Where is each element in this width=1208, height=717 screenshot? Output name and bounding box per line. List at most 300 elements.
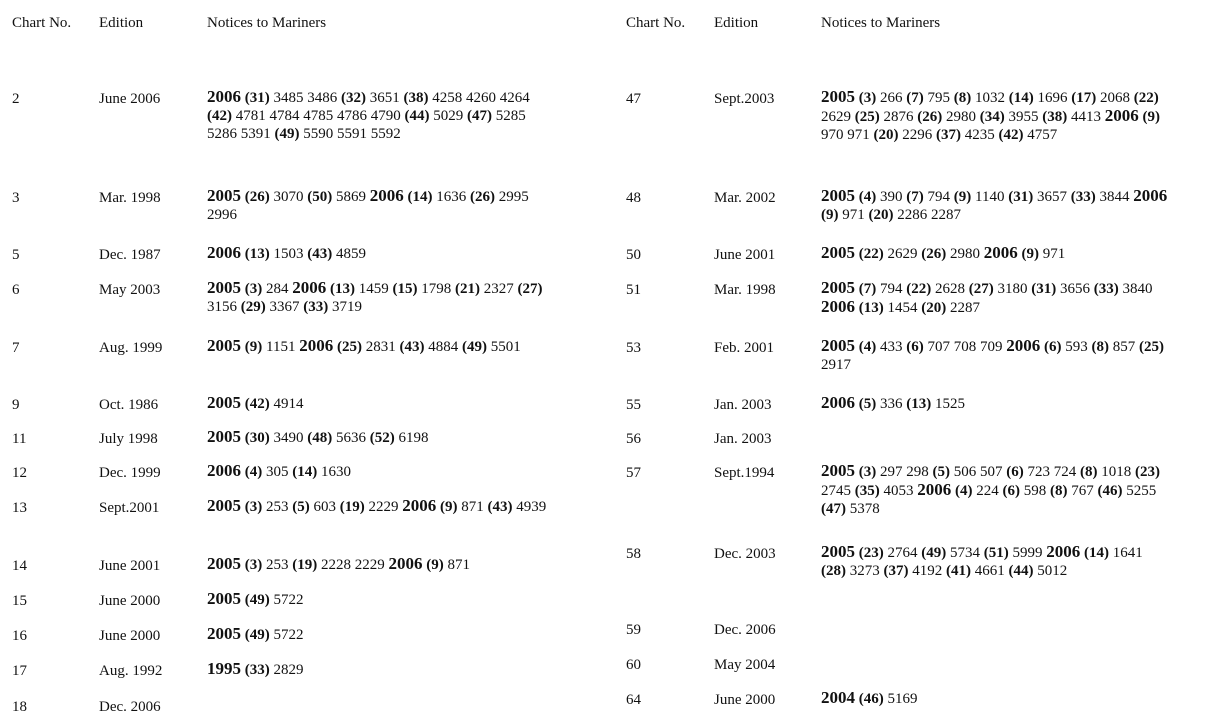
notice-numbers: 2995 2996 bbox=[207, 189, 529, 223]
notices-to-mariners bbox=[207, 555, 557, 574]
notice-year: 2005 bbox=[821, 186, 855, 205]
notice-numbers: 707 708 709 bbox=[927, 339, 1003, 355]
edition-date: June 2001 bbox=[714, 247, 776, 263]
chart-number: 59 bbox=[626, 622, 641, 638]
notice-numbers: 970 971 bbox=[821, 127, 870, 143]
notice-numbers: 5722 bbox=[273, 627, 304, 643]
notice-year: 2005 bbox=[207, 336, 241, 355]
notice-numbers: 2829 bbox=[273, 662, 304, 678]
notice-year: 2006 bbox=[1133, 186, 1168, 205]
notice-week: (49) bbox=[921, 545, 947, 561]
notice-year: 2006 bbox=[917, 480, 952, 499]
notice-numbers: 4192 bbox=[912, 563, 943, 579]
notices-to-mariners bbox=[207, 590, 557, 609]
notice-week: (7) bbox=[858, 281, 877, 297]
notice-year: 2005 bbox=[207, 554, 241, 573]
notice-numbers: 1140 bbox=[975, 189, 1005, 205]
notice-week: (25) bbox=[336, 339, 362, 355]
notice-numbers: 3955 bbox=[1008, 109, 1039, 125]
notices-to-mariners bbox=[207, 660, 557, 679]
chart-number: 53 bbox=[626, 340, 641, 356]
notice-numbers: 5012 bbox=[1037, 563, 1068, 579]
notice-numbers: 3657 bbox=[1036, 189, 1067, 205]
notice-year: 2006 bbox=[1046, 542, 1081, 561]
notice-numbers: 6198 bbox=[398, 430, 429, 446]
notice-year: 2006 bbox=[369, 186, 404, 205]
notice-week: (25) bbox=[854, 109, 880, 125]
edition-date: Sept.2003 bbox=[714, 91, 775, 107]
chart-number: 16 bbox=[12, 628, 27, 644]
notice-numbers: 5285 5286 5391 bbox=[207, 108, 526, 142]
notice-week: (49) bbox=[461, 339, 487, 355]
notice-week: (4) bbox=[858, 339, 877, 355]
edition-date: Oct. 1986 bbox=[99, 397, 159, 413]
notice-year: 2006 bbox=[821, 393, 855, 412]
chart-number: 48 bbox=[626, 190, 641, 206]
notice-numbers: 4781 4784 4785 4786 4790 bbox=[235, 108, 401, 124]
notice-week: (6) bbox=[1006, 464, 1024, 480]
notice-numbers: 1696 bbox=[1037, 90, 1068, 106]
notices-to-mariners bbox=[207, 462, 557, 481]
notice-numbers: 2628 bbox=[935, 281, 965, 297]
edition-date: Mar. 1998 bbox=[714, 282, 776, 298]
notice-numbers: 871 bbox=[461, 499, 484, 515]
notice-week: (43) bbox=[399, 339, 425, 355]
notice-numbers: 5169 bbox=[887, 691, 918, 707]
edition-date: Sept.1994 bbox=[714, 465, 775, 481]
notice-numbers: 5869 bbox=[336, 189, 366, 205]
notice-numbers: 1151 bbox=[266, 339, 296, 355]
notice-numbers: 2764 bbox=[887, 545, 918, 561]
notice-year: 2005 bbox=[821, 461, 855, 480]
notice-week: (22) bbox=[858, 246, 884, 262]
notices-to-mariners bbox=[821, 394, 1171, 413]
notice-week: (3) bbox=[858, 464, 877, 480]
chart-number: 11 bbox=[12, 431, 27, 447]
notices-to-mariners bbox=[207, 497, 557, 516]
chart-number: 47 bbox=[626, 91, 641, 107]
edition-date: Mar. 1998 bbox=[99, 190, 161, 206]
notice-week: (14) bbox=[292, 464, 318, 480]
chart-number: 58 bbox=[626, 546, 641, 562]
notice-year: 2005 bbox=[821, 278, 855, 297]
notice-week: (26) bbox=[921, 246, 947, 262]
notice-week: (7) bbox=[906, 90, 924, 106]
notice-week: (6) bbox=[1044, 339, 1062, 355]
header-notices-left: Notices to Mariners bbox=[207, 15, 327, 31]
notice-week: (43) bbox=[487, 499, 513, 515]
notice-numbers: 3485 3486 bbox=[273, 90, 338, 106]
notice-week: (50) bbox=[307, 189, 333, 205]
edition-date: Aug. 1992 bbox=[99, 663, 163, 679]
notice-numbers: 305 bbox=[266, 464, 289, 480]
notice-numbers: 5734 bbox=[950, 545, 980, 561]
notice-year: 2005 bbox=[821, 542, 855, 561]
chart-number: 7 bbox=[12, 340, 20, 356]
edition-date: Aug. 1999 bbox=[99, 340, 163, 356]
notice-numbers: 1032 bbox=[975, 90, 1005, 106]
header-notices-right: Notices to Mariners bbox=[821, 15, 941, 31]
notice-numbers: 5029 bbox=[433, 108, 464, 124]
notice-numbers: 390 bbox=[880, 189, 903, 205]
notice-week: (32) bbox=[341, 90, 366, 106]
notice-week: (25) bbox=[1139, 339, 1164, 355]
notice-week: (4) bbox=[858, 189, 877, 205]
notice-week: (22) bbox=[1133, 90, 1159, 106]
notices-to-mariners bbox=[207, 187, 557, 224]
notice-numbers: 871 bbox=[447, 557, 470, 573]
notice-week: (13) bbox=[330, 281, 355, 297]
notice-week: (43) bbox=[307, 246, 333, 262]
notice-numbers: 4053 bbox=[883, 483, 914, 499]
notice-numbers: 794 bbox=[927, 189, 950, 205]
notice-week: (37) bbox=[883, 563, 909, 579]
header-edition-right: Edition bbox=[714, 15, 759, 31]
notice-numbers: 5999 bbox=[1012, 545, 1043, 561]
chart-number: 55 bbox=[626, 397, 641, 413]
edition-date: Sept.2001 bbox=[99, 500, 160, 516]
notice-year: 1995 bbox=[207, 659, 241, 678]
notice-numbers: 3273 bbox=[849, 563, 880, 579]
edition-date: May 2003 bbox=[99, 282, 161, 298]
notice-year: 2006 bbox=[1104, 106, 1139, 125]
notice-numbers: 5378 bbox=[849, 501, 880, 517]
notices-to-mariners bbox=[821, 88, 1171, 144]
notice-week: (23) bbox=[858, 545, 884, 561]
notice-numbers: 1525 bbox=[935, 396, 965, 412]
notice-year: 2006 bbox=[292, 278, 327, 297]
notice-week: (20) bbox=[921, 300, 947, 316]
notice-week: (14) bbox=[1084, 545, 1109, 561]
notice-week: (3) bbox=[244, 281, 263, 297]
notice-numbers: 284 bbox=[266, 281, 289, 297]
notice-week: (13) bbox=[244, 246, 270, 262]
notice-week: (26) bbox=[244, 189, 270, 205]
notice-numbers: 4859 bbox=[336, 246, 366, 262]
notice-numbers: 5636 bbox=[336, 430, 366, 446]
notice-numbers: 4757 bbox=[1027, 127, 1058, 143]
notice-year: 2006 bbox=[821, 297, 855, 316]
notice-numbers: 3156 bbox=[207, 299, 237, 315]
notices-to-mariners bbox=[821, 187, 1171, 224]
notice-week: (9) bbox=[953, 189, 972, 205]
notice-week: (5) bbox=[932, 464, 950, 480]
notice-week: (31) bbox=[1008, 189, 1034, 205]
notice-week: (8) bbox=[953, 90, 972, 106]
notice-week: (35) bbox=[854, 483, 880, 499]
chart-number: 51 bbox=[626, 282, 641, 298]
notice-week: (46) bbox=[858, 691, 884, 707]
notice-numbers: 2068 bbox=[1100, 90, 1130, 106]
notice-numbers: 336 bbox=[880, 396, 903, 412]
notice-numbers: 2980 bbox=[946, 109, 976, 125]
edition-date: June 2000 bbox=[99, 628, 161, 644]
edition-date: Jan. 2003 bbox=[714, 397, 772, 413]
notice-year: 2005 bbox=[821, 336, 855, 355]
chart-number: 17 bbox=[12, 663, 27, 679]
notice-year: 2006 bbox=[1006, 336, 1041, 355]
notice-numbers: 1636 bbox=[436, 189, 467, 205]
notice-week: (49) bbox=[244, 592, 270, 608]
notice-week: (47) bbox=[821, 501, 846, 517]
notice-numbers: 4661 bbox=[974, 563, 1005, 579]
notice-week: (17) bbox=[1071, 90, 1097, 106]
notice-week: (33) bbox=[244, 662, 270, 678]
edition-date: June 2000 bbox=[714, 692, 776, 708]
notice-numbers: 1018 bbox=[1101, 464, 1132, 480]
notices-to-mariners bbox=[207, 625, 557, 644]
notice-numbers: 3367 bbox=[269, 299, 300, 315]
chart-number: 2 bbox=[12, 91, 20, 107]
notice-week: (13) bbox=[858, 300, 884, 316]
edition-date: Dec. 1999 bbox=[99, 465, 161, 481]
notice-week: (22) bbox=[906, 281, 932, 297]
chart-number: 18 bbox=[12, 699, 27, 715]
notice-week: (6) bbox=[1002, 483, 1020, 499]
notices-to-mariners bbox=[821, 279, 1171, 317]
notice-week: (19) bbox=[339, 499, 365, 515]
chart-number: 3 bbox=[12, 190, 20, 206]
notices-to-mariners bbox=[821, 337, 1171, 374]
notice-numbers: 2296 bbox=[902, 127, 933, 143]
notice-week: (23) bbox=[1135, 464, 1160, 480]
notice-numbers: 5501 bbox=[490, 339, 521, 355]
notices-to-mariners bbox=[207, 394, 557, 413]
notice-week: (29) bbox=[240, 299, 266, 315]
notice-year: 2005 bbox=[821, 243, 855, 262]
notice-year: 2006 bbox=[207, 87, 241, 106]
notice-numbers: 297 298 bbox=[880, 464, 929, 480]
notice-week: (26) bbox=[470, 189, 495, 205]
notice-year: 2005 bbox=[821, 87, 855, 106]
edition-date: June 2000 bbox=[99, 593, 161, 609]
edition-date: Dec. 2006 bbox=[99, 699, 161, 715]
notice-numbers: 2327 bbox=[483, 281, 514, 297]
notice-week: (9) bbox=[821, 207, 839, 223]
notice-week: (8) bbox=[1050, 483, 1068, 499]
notice-numbers: 2876 bbox=[883, 109, 914, 125]
notice-numbers: 3844 bbox=[1099, 189, 1130, 205]
notice-week: (46) bbox=[1097, 483, 1123, 499]
notice-week: (9) bbox=[426, 557, 444, 573]
notice-week: (19) bbox=[292, 557, 318, 573]
notice-week: (41) bbox=[946, 563, 971, 579]
chart-number: 57 bbox=[626, 465, 641, 481]
notice-numbers: 971 bbox=[842, 207, 865, 223]
notice-week: (21) bbox=[455, 281, 480, 297]
notices-to-mariners bbox=[207, 244, 557, 263]
notice-numbers: 3180 bbox=[997, 281, 1028, 297]
notice-numbers: 2228 2229 bbox=[321, 557, 385, 573]
notice-numbers: 598 bbox=[1023, 483, 1047, 499]
notice-numbers: 1503 bbox=[273, 246, 304, 262]
notice-numbers: 2980 bbox=[950, 246, 980, 262]
notice-week: (9) bbox=[1021, 246, 1039, 262]
notice-numbers: 1630 bbox=[321, 464, 351, 480]
notice-numbers: 767 bbox=[1071, 483, 1094, 499]
notice-week: (28) bbox=[821, 563, 846, 579]
notice-numbers: 2287 bbox=[950, 300, 980, 316]
notice-numbers: 603 bbox=[313, 499, 336, 515]
notice-numbers: 3070 bbox=[273, 189, 304, 205]
notice-week: (20) bbox=[868, 207, 894, 223]
notice-numbers: 1641 bbox=[1112, 545, 1143, 561]
notice-numbers: 2229 bbox=[368, 499, 399, 515]
notice-numbers: 3656 bbox=[1060, 281, 1090, 297]
notices-to-mariners bbox=[821, 462, 1171, 518]
chart-number: 64 bbox=[626, 692, 641, 708]
notice-numbers: 433 bbox=[880, 339, 903, 355]
notice-week: (8) bbox=[1091, 339, 1109, 355]
notice-numbers: 506 507 bbox=[953, 464, 1003, 480]
notice-week: (31) bbox=[244, 90, 270, 106]
notice-week: (26) bbox=[917, 109, 943, 125]
notices-to-mariners bbox=[821, 689, 1171, 708]
chart-number: 15 bbox=[12, 593, 27, 609]
notice-week: (14) bbox=[407, 189, 433, 205]
notices-to-mariners bbox=[821, 543, 1171, 580]
notice-year: 2005 bbox=[207, 186, 241, 205]
notice-week: (6) bbox=[906, 339, 924, 355]
edition-date: Dec. 1987 bbox=[99, 247, 161, 263]
notice-week: (42) bbox=[998, 127, 1024, 143]
notice-year: 2005 bbox=[207, 427, 241, 446]
notice-week: (31) bbox=[1031, 281, 1057, 297]
notice-numbers: 1454 bbox=[887, 300, 918, 316]
notice-year: 2006 bbox=[299, 336, 334, 355]
notice-numbers: 4914 bbox=[273, 396, 304, 412]
notice-year: 2004 bbox=[821, 688, 855, 707]
chart-number: 5 bbox=[12, 247, 20, 263]
notice-week: (33) bbox=[1070, 189, 1096, 205]
chart-number: 50 bbox=[626, 247, 641, 263]
notice-week: (7) bbox=[906, 189, 924, 205]
notice-numbers: 224 bbox=[976, 483, 999, 499]
edition-date: July 1998 bbox=[99, 431, 158, 447]
notice-numbers: 794 bbox=[880, 281, 903, 297]
notice-numbers: 253 bbox=[266, 557, 289, 573]
notice-week: (48) bbox=[307, 430, 333, 446]
chart-number: 56 bbox=[626, 431, 641, 447]
edition-date: May 2004 bbox=[714, 657, 776, 673]
notice-year: 2006 bbox=[402, 496, 437, 515]
notice-week: (38) bbox=[1042, 109, 1068, 125]
header-edition-left: Edition bbox=[99, 15, 144, 31]
notice-week: (15) bbox=[392, 281, 418, 297]
notice-week: (9) bbox=[1142, 109, 1160, 125]
notice-week: (49) bbox=[244, 627, 270, 643]
edition-date: Feb. 2001 bbox=[714, 340, 774, 356]
notice-week: (14) bbox=[1008, 90, 1034, 106]
chart-number: 12 bbox=[12, 465, 27, 481]
notice-numbers: 3490 bbox=[273, 430, 304, 446]
notice-week: (44) bbox=[404, 108, 430, 124]
notice-numbers: 1459 bbox=[358, 281, 389, 297]
chart-number: 13 bbox=[12, 500, 27, 516]
notice-year: 2005 bbox=[207, 589, 241, 608]
notice-week: (5) bbox=[858, 396, 877, 412]
notice-week: (20) bbox=[873, 127, 899, 143]
notice-numbers: 3651 bbox=[369, 90, 400, 106]
notice-week: (37) bbox=[936, 127, 961, 143]
notice-week: (30) bbox=[244, 430, 270, 446]
notice-numbers: 4939 bbox=[516, 499, 547, 515]
notice-week: (9) bbox=[440, 499, 458, 515]
notice-week: (4) bbox=[244, 464, 263, 480]
notice-numbers: 3840 bbox=[1122, 281, 1153, 297]
notice-numbers: 5255 bbox=[1126, 483, 1157, 499]
header-chart-no-left: Chart No. bbox=[12, 15, 72, 31]
notice-numbers: 5590 5591 5592 bbox=[303, 126, 401, 142]
edition-date: Mar. 2002 bbox=[714, 190, 776, 206]
edition-date: June 2006 bbox=[99, 91, 161, 107]
notice-numbers: 593 bbox=[1065, 339, 1088, 355]
notice-numbers: 253 bbox=[266, 499, 289, 515]
notice-week: (27) bbox=[968, 281, 994, 297]
chart-number: 9 bbox=[12, 397, 20, 413]
chart-number: 6 bbox=[12, 282, 20, 298]
notice-numbers: 4258 4260 4264 bbox=[432, 90, 530, 106]
notice-week: (4) bbox=[955, 483, 973, 499]
notice-numbers: 266 bbox=[880, 90, 903, 106]
notice-week: (51) bbox=[983, 545, 1009, 561]
notice-week: (3) bbox=[244, 499, 263, 515]
notices-to-mariners bbox=[207, 428, 557, 447]
notice-week: (33) bbox=[1093, 281, 1119, 297]
notices-to-mariners bbox=[207, 337, 557, 356]
notice-numbers: 2831 bbox=[365, 339, 396, 355]
notice-week: (3) bbox=[858, 90, 877, 106]
notice-week: (27) bbox=[517, 281, 543, 297]
notice-week: (8) bbox=[1080, 464, 1098, 480]
notice-numbers: 723 724 bbox=[1027, 464, 1077, 480]
notices-to-mariners bbox=[207, 88, 557, 143]
notice-week: (38) bbox=[403, 90, 429, 106]
notice-week: (49) bbox=[274, 126, 300, 142]
notice-numbers: 2629 bbox=[821, 109, 851, 125]
notice-year: 2005 bbox=[207, 496, 241, 515]
notice-numbers: 971 bbox=[1042, 246, 1066, 262]
notice-year: 2005 bbox=[207, 624, 241, 643]
notice-numbers: 2917 bbox=[821, 357, 851, 373]
notice-week: (34) bbox=[979, 109, 1005, 125]
notice-numbers: 2286 2287 bbox=[897, 207, 961, 223]
notice-week: (42) bbox=[244, 396, 270, 412]
notice-numbers: 2745 bbox=[821, 483, 851, 499]
notice-numbers: 4884 bbox=[428, 339, 459, 355]
notice-numbers: 857 bbox=[1112, 339, 1136, 355]
notice-numbers: 1798 bbox=[421, 281, 452, 297]
notice-numbers: 2629 bbox=[887, 246, 918, 262]
notices-to-mariners bbox=[207, 279, 557, 316]
edition-date: Jan. 2003 bbox=[714, 431, 772, 447]
notice-year: 2006 bbox=[207, 461, 241, 480]
notice-week: (42) bbox=[207, 108, 232, 124]
chart-number: 60 bbox=[626, 657, 641, 673]
notices-to-mariners bbox=[821, 244, 1171, 263]
notice-week: (5) bbox=[292, 499, 310, 515]
notice-week: (52) bbox=[369, 430, 395, 446]
notice-numbers: 4235 bbox=[964, 127, 995, 143]
edition-date: June 2001 bbox=[99, 558, 161, 574]
chart-number: 14 bbox=[12, 558, 27, 574]
notice-year: 2006 bbox=[388, 554, 423, 573]
notice-year: 2006 bbox=[983, 243, 1018, 262]
notice-week: (47) bbox=[467, 108, 492, 124]
notice-numbers: 4413 bbox=[1071, 109, 1101, 125]
notice-year: 2005 bbox=[207, 393, 241, 412]
notice-week: (9) bbox=[244, 339, 263, 355]
